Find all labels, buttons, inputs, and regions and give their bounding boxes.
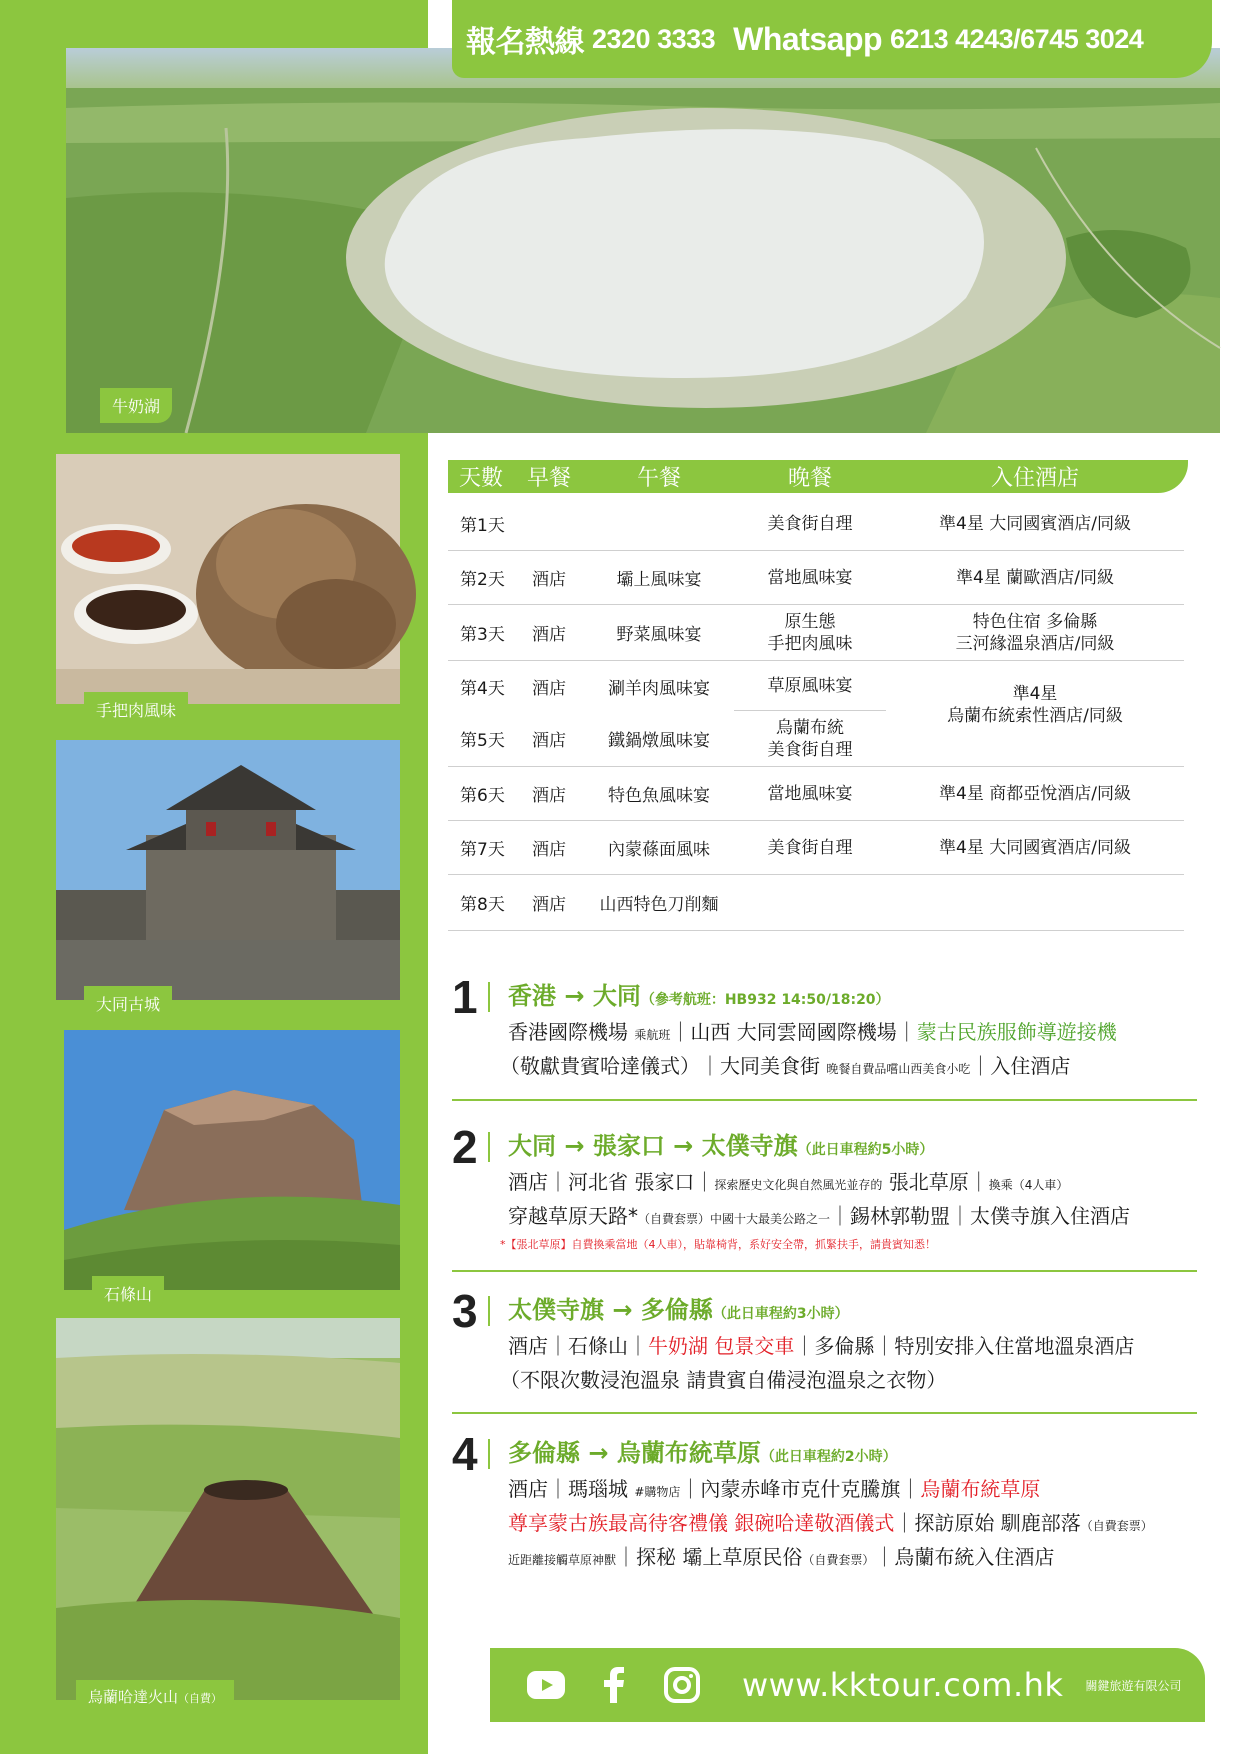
route-text: 香港 → 大同 [508, 982, 641, 1010]
cell-dinner: 美食街自理 [767, 513, 853, 534]
cell-hotel: 準4星 蘭歐酒店/同級 [956, 567, 1114, 588]
hand-meat-illustration [56, 454, 400, 704]
table-row [448, 497, 1184, 551]
text-segment: 穿越草原天路* [508, 1204, 638, 1228]
cell-dinner: 烏蘭布統 美食街自理 [767, 717, 853, 760]
cell-day: 第6天 [460, 786, 505, 806]
day-line-3 [508, 1541, 1054, 1570]
text-segment: （自費套票）中國十大最美公路之一 [638, 1212, 831, 1226]
meal-table-header [448, 460, 1188, 493]
route-text: 太僕寺旗 → 多倫縣 [508, 1296, 713, 1324]
day-line-1 [508, 1330, 1134, 1359]
text-segment: ｜入住酒店 [970, 1054, 1071, 1078]
text-highlight: 牛奶湖 包景交車 [648, 1334, 795, 1358]
hotline-phone[interactable]: 2320 3333 [592, 23, 716, 54]
cell-lunch: 野菜風味宴 [616, 625, 702, 645]
text-segment: 近距離接觸草原神獸 [508, 1553, 617, 1567]
table-row [448, 875, 1184, 931]
day-divider [488, 982, 490, 1012]
cell-hotel: 特色住宿 多倫縣 三河緣溫泉酒店/同級 [955, 611, 1115, 654]
caption-milk-lake: 牛奶湖 [100, 388, 172, 423]
cell-lunch: 特色魚風味宴 [608, 786, 710, 806]
caption-ulanhada-volcano [76, 1680, 234, 1713]
section-divider [452, 1270, 1197, 1272]
cell-day: 第5天 [460, 731, 505, 751]
photo-ulanhada-volcano [56, 1318, 400, 1706]
photo-hand-meat [56, 454, 400, 720]
day-divider [488, 1296, 490, 1326]
cell-breakfast: 酒店 [532, 678, 566, 699]
text-segment: （自費套票） [1080, 1519, 1153, 1533]
table-row [448, 767, 1184, 821]
company-name: 關鍵旅遊有限公司 [1085, 1678, 1182, 1693]
datong-tower-illustration [56, 740, 400, 1000]
caption-hand-meat: 手把肉風味 [84, 692, 188, 727]
cell-hotel: 準4星 商都亞悅酒店/同級 [939, 783, 1131, 804]
text-segment: 張北草原｜ [888, 1170, 989, 1194]
day-line-2: （不限次數浸泡溫泉 請貴賓自備浸泡溫泉之衣物） [500, 1368, 947, 1392]
text-segment: 酒店｜石條山｜ [508, 1334, 648, 1358]
cell-breakfast: 酒店 [532, 731, 566, 751]
text-segment: （自費套票） [802, 1553, 875, 1567]
day-line-1 [508, 1473, 1040, 1502]
day-line-1 [508, 1016, 1117, 1045]
cell-lunch: 內蒙蓧面風味 [608, 840, 710, 860]
header-dinner: 晚餐 [787, 466, 832, 491]
itinerary-day-2 [452, 1121, 1197, 1266]
day-route [508, 1433, 897, 1468]
cell-dinner: 當地風味宴 [767, 783, 853, 804]
day-divider [488, 1132, 490, 1162]
whatsapp-numbers[interactable]: 6213 4243/6745 3024 [890, 23, 1144, 54]
day-divider [488, 1439, 490, 1469]
youtube-icon[interactable] [526, 1665, 566, 1705]
header-hotel: 入住酒店 [990, 466, 1079, 491]
route-note: （此日車程約2小時） [760, 1449, 897, 1465]
cell-hotel: 準4星 大同國賓酒店/同級 [939, 837, 1131, 858]
text-segment: ｜錫林郭勒盟｜太僕寺旗入住酒店 [830, 1204, 1131, 1228]
day-2-note: *【張北草原】自費換乘當地（4人車），貼靠椅背，系好安全帶，抓緊扶手，請貴賓知悉！ [500, 1238, 936, 1251]
section-divider [452, 1099, 1197, 1101]
hotline-label: 報名熱線 [466, 26, 584, 59]
text-segment: ｜烏蘭布統入住酒店 [874, 1545, 1055, 1569]
cell-breakfast: 酒店 [532, 840, 566, 860]
cell-breakfast: 酒店 [532, 570, 566, 590]
text-segment: ｜山西 大同雲岡國際機場｜ [670, 1020, 917, 1044]
text-segment: ｜探秘 壩上草原民俗 [616, 1545, 803, 1569]
route-note: （此日車程約5小時） [797, 1142, 934, 1158]
text-highlight: 烏蘭布統草原 [920, 1477, 1041, 1501]
text-segment: 酒店｜河北省 張家口｜ [508, 1170, 715, 1194]
cell-dinner: 當地風味宴 [767, 567, 853, 588]
cell-day: 第3天 [460, 625, 505, 645]
cell-dinner: 美食街自理 [767, 837, 853, 858]
route-note: （參考航班：HB932 14:50/18:20） [640, 992, 890, 1008]
cell-breakfast: 酒店 [532, 895, 566, 915]
day-number: 1 [452, 971, 478, 1023]
photo-datong-city [56, 740, 400, 1014]
day-line-2 [500, 1050, 1070, 1079]
text-segment: ｜多倫縣｜特別安排入住當地溫泉酒店 [794, 1334, 1135, 1358]
volcano-illustration [56, 1318, 400, 1700]
header-day: 天數 [458, 466, 503, 491]
header-lunch: 午餐 [636, 466, 681, 491]
day-line-1 [508, 1166, 1068, 1195]
text-highlight: 蒙古民族服飾導遊接機 [916, 1020, 1117, 1044]
cell-breakfast: 酒店 [532, 786, 566, 806]
shitiao-rock-illustration [64, 1030, 400, 1290]
milk-lake-illustration [66, 48, 1220, 433]
footer-bar [490, 1648, 1205, 1722]
caption-shitiao-mountain: 石條山 [92, 1276, 164, 1311]
text-segment: 探索歷史文化與自然風光並存的 [714, 1178, 883, 1192]
hero-photo-milk-lake [66, 48, 1220, 433]
route-note: （此日車程約3小時） [712, 1306, 849, 1322]
instagram-icon[interactable] [662, 1665, 702, 1705]
table-row [448, 821, 1184, 875]
volcano-caption-note: （自費） [178, 1692, 223, 1705]
text-segment: 香港國際機場 [508, 1020, 628, 1044]
text-segment: 換乘（4人車） [988, 1178, 1069, 1192]
cell-day: 第4天 [460, 678, 505, 699]
text-segment: ｜內蒙赤峰市克什克騰旗｜ [680, 1477, 921, 1501]
table-row [448, 551, 1184, 605]
section-divider [452, 1412, 1197, 1414]
text-segment: #購物店 [634, 1485, 681, 1499]
day-route [508, 1126, 933, 1161]
cell-breakfast: 酒店 [532, 625, 566, 645]
cell-day: 第8天 [460, 895, 505, 915]
cell-day: 第2天 [460, 570, 505, 590]
itinerary-day-3 [452, 1285, 1197, 1410]
caption-datong-city: 大同古城 [84, 986, 172, 1021]
cell-hotel: 準4星 大同國賓酒店/同級 [939, 513, 1131, 534]
route-text: 多倫縣 → 烏蘭布統草原 [508, 1439, 761, 1467]
cell-hotel-merged: 準4星 烏蘭布統索性酒店/同級 [947, 684, 1123, 726]
hotline-bar [452, 0, 1212, 78]
itinerary-day-4 [452, 1428, 1197, 1573]
route-text: 大同 → 張家口 → 太僕寺旗 [508, 1132, 798, 1160]
itinerary-day-1 [452, 971, 1197, 1096]
cell-dinner: 原生態 手把肉風味 [767, 611, 853, 654]
cell-day: 第1天 [460, 516, 505, 536]
cell-lunch: 鐵鍋燉風味宴 [608, 731, 710, 751]
website-link[interactable]: www.kktour.com.hk [742, 1666, 1064, 1704]
day-number: 2 [452, 1121, 478, 1173]
facebook-icon[interactable] [594, 1665, 634, 1705]
text-segment: 乘航班 [634, 1028, 671, 1042]
text-segment: 酒店｜瑪瑙城 [508, 1477, 628, 1501]
cell-lunch: 涮羊肉風味宴 [608, 678, 710, 699]
text-segment: 晚餐自費品嚐山西美食小吃 [826, 1062, 971, 1076]
text-segment: （敬獻貴賓哈達儀式）｜大同美食街 [500, 1054, 820, 1078]
cell-day: 第7天 [460, 840, 505, 860]
cell-lunch: 壩上風味宴 [616, 570, 702, 590]
day-number: 4 [452, 1428, 478, 1480]
cell-dinner: 草原風味宴 [734, 661, 886, 711]
day-route [508, 1290, 849, 1325]
header-breakfast: 早餐 [526, 466, 571, 491]
text-highlight: 尊享蒙古族最高待客禮儀 銀碗哈達敬酒儀式 [508, 1511, 895, 1535]
whatsapp-label: Whatsapp [733, 20, 883, 57]
text-segment: ｜探訪原始 馴鹿部落 [894, 1511, 1081, 1535]
volcano-caption-text: 烏蘭哈達火山 [88, 1688, 179, 1706]
cell-lunch: 山西特色刀削麵 [599, 895, 719, 915]
day-route [508, 976, 890, 1011]
table-row [448, 605, 1184, 661]
day-number: 3 [452, 1285, 478, 1337]
day-line-2 [508, 1200, 1130, 1229]
day-line-2 [508, 1507, 1153, 1536]
photo-shitiao-mountain [64, 1030, 400, 1304]
